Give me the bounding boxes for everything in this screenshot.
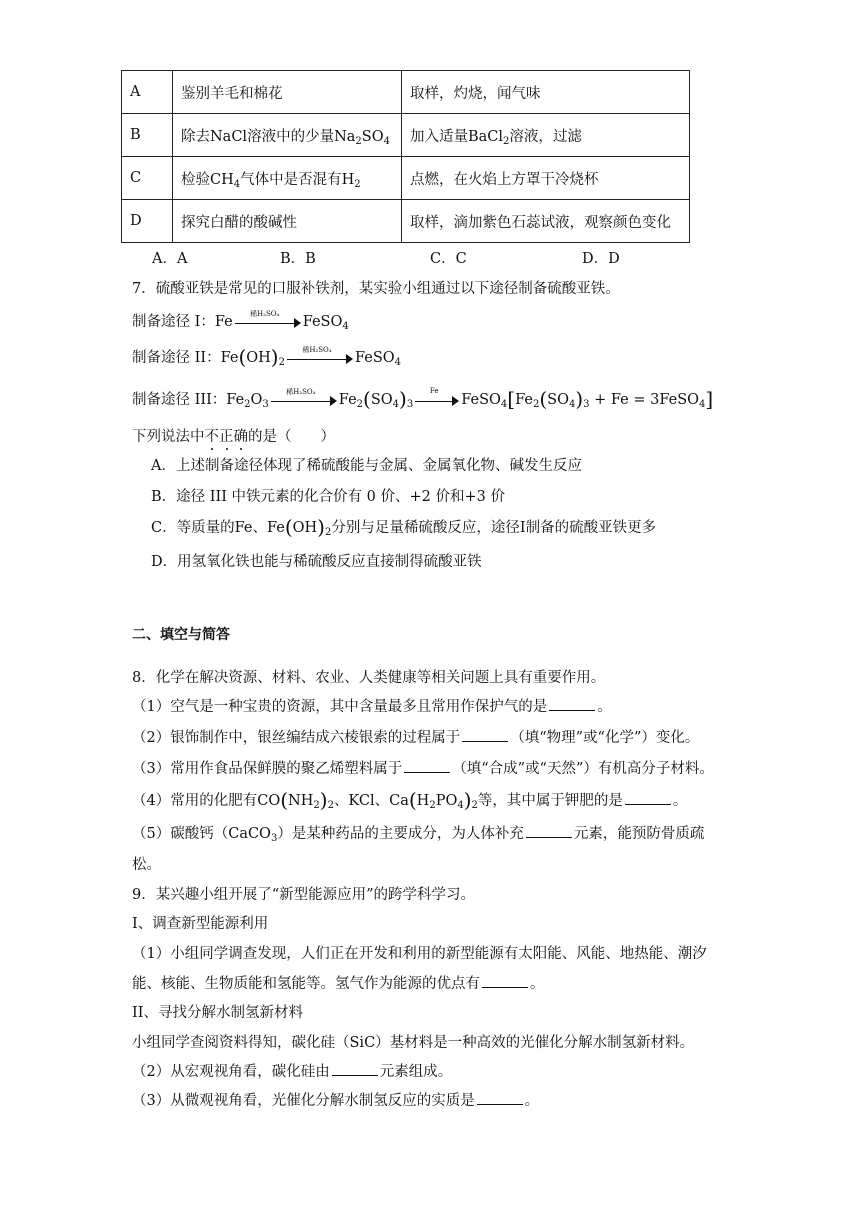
q7-option-b[interactable]: B．途径 III 中铁元素的化合价有 0 价、+2 价和+3 价 xyxy=(151,489,505,505)
q7-option-c[interactable]: C．等质量的Fe、$Fe(OH)_2$分别与足量稀硫酸反应，途径Ⅰ制备的硫酸亚铁更多 xyxy=(151,515,657,539)
answer-blank[interactable] xyxy=(404,760,450,773)
answer-blank[interactable] xyxy=(549,698,595,711)
choice-a[interactable]: A．A xyxy=(152,251,188,267)
row-method: 加入适量BaCl$_2$溶液，过滤 xyxy=(402,114,690,157)
row-label: D xyxy=(122,200,173,243)
answer-blank[interactable] xyxy=(332,1063,378,1076)
reaction-arrow-icon: Fe xyxy=(415,393,459,407)
q8-stem: 8．化学在解决资源、材料、农业、人类健康等相关问题上具有重要作用。 xyxy=(132,670,606,686)
row-goal: 鉴别羊毛和棉花 xyxy=(173,71,402,114)
q9-stem: 9．某兴趣小组开展了“新型能源应用”的跨学科学习。 xyxy=(132,887,476,903)
q9-intro: 小组同学查阅资料得知，碳化硅（SiC）基材料是一种高效的光催化分解水制氢新材料。 xyxy=(132,1035,695,1051)
row-label: B xyxy=(122,114,173,157)
q7-option-d[interactable]: D．用氢氧化铁也能与稀硫酸反应直接制得硫酸亚铁 xyxy=(151,554,482,570)
q8-sub3: （3）常用作食品保鲜膜的聚乙烯塑料属于 （填“合成”或“天然”）有机高分子材料。 xyxy=(132,761,714,777)
q8-sub5-cont: 松。 xyxy=(132,857,161,873)
table-row xyxy=(122,157,690,200)
q8-sub2: （2）银饰制作中，银丝编结成六棱银索的过程属于 （填“物理”或“化学”）变化。 xyxy=(132,730,700,746)
row-method: 取样，灼烧，闻气味 xyxy=(402,71,690,114)
answer-blank[interactable] xyxy=(482,975,528,988)
answer-blank[interactable] xyxy=(625,792,671,805)
route-1: 制备途径 I：Fe 稀H₂SO₄ FeSO$_4$ xyxy=(132,310,349,332)
q9-sub3: （3）从微观视角看，光催化分解水制氢反应的实质是 。 xyxy=(132,1093,540,1109)
q8-sub4: （4）常用的化肥有$CO(NH_2)_2$、KCl、$Ca(H_2PO_4)_2$等，其中属于钾肥的是 。 xyxy=(132,788,688,812)
answer-blank[interactable] xyxy=(477,1092,523,1105)
q8-sub1: （1）空气是一种宝贵的资源，其中含量最多且常用作保护气的是 。 xyxy=(132,699,612,715)
reaction-arrow-icon: 稀H₂SO₄ xyxy=(271,393,337,407)
table-row xyxy=(122,114,690,157)
answer-blank[interactable] xyxy=(526,825,572,838)
row-method: 点燃，在火焰上方罩干冷烧杯 xyxy=(402,157,690,200)
answer-blank[interactable] xyxy=(462,729,508,742)
route-3: 制备途径 III：$Fe_2O_3$ 稀H₂SO₄ $Fe_2(SO_4)_3$ Fe $FeSO_4[Fe_2(SO_4)_3 + Fe$ = 3FeSO$_4$] xyxy=(132,387,714,411)
q9-sub2: （2）从宏观视角看，碳化硅由 元素组成。 xyxy=(132,1064,453,1080)
choice-b[interactable]: B．B xyxy=(280,251,316,267)
row-method: 取样，滴加紫色石蕊试液，观察颜色变化 xyxy=(402,200,690,243)
row-label: C xyxy=(122,157,173,200)
q7-option-a[interactable]: A．上述制备途径体现了稀硫酸能与金属、金属氧化物、碱发生反应 xyxy=(151,458,582,474)
row-label: A xyxy=(122,71,173,114)
row-goal: 检验$CH_4$气体中是否混有$H_2$ xyxy=(173,157,402,200)
q9-part2: II、寻找分解水制氢新材料 xyxy=(132,1005,303,1021)
q8-sub5: （5）碳酸钙（CaCO$_3$）是某种药品的主要成分，为人体补充 元素，能预防骨质疏 xyxy=(132,826,705,844)
options-table xyxy=(121,70,690,243)
row-goal: 探究白醋的酸碱性 xyxy=(173,200,402,243)
table-row xyxy=(122,200,690,243)
reaction-arrow-icon: 稀H₂SO₄ xyxy=(235,315,301,329)
q7-question: 下列说法中不正确的是（ ） xyxy=(132,429,335,445)
choice-c[interactable]: C．C xyxy=(430,251,467,267)
section-title: 二、填空与简答 xyxy=(132,627,230,643)
choice-d[interactable]: D．D xyxy=(582,251,620,267)
route-2: 制备途径 II：$Fe(OH)_2$ 稀H₂SO₄ FeSO$_4$ xyxy=(132,345,402,369)
row-goal: 除去NaCl溶液中的少量$Na_2SO_4$ xyxy=(173,114,402,157)
q9-sub1-line2: 能、核能、生物质能和氢能等。氢气作为能源的优点有 。 xyxy=(132,976,545,992)
table-row xyxy=(122,71,690,114)
q9-part1: I、调查新型能源利用 xyxy=(132,916,269,932)
reaction-arrow-icon: 稀H₂SO₄ xyxy=(287,351,353,365)
q7-stem: 7．硫酸亚铁是常见的口服补铁剂，某实验小组通过以下途径制备硫酸亚铁。 xyxy=(132,281,620,297)
q9-sub1-line1: （1）小组同学调查发现，人们正在开发和利用的新型能源有太阳能、风能、地热能、潮汐 xyxy=(132,946,707,962)
